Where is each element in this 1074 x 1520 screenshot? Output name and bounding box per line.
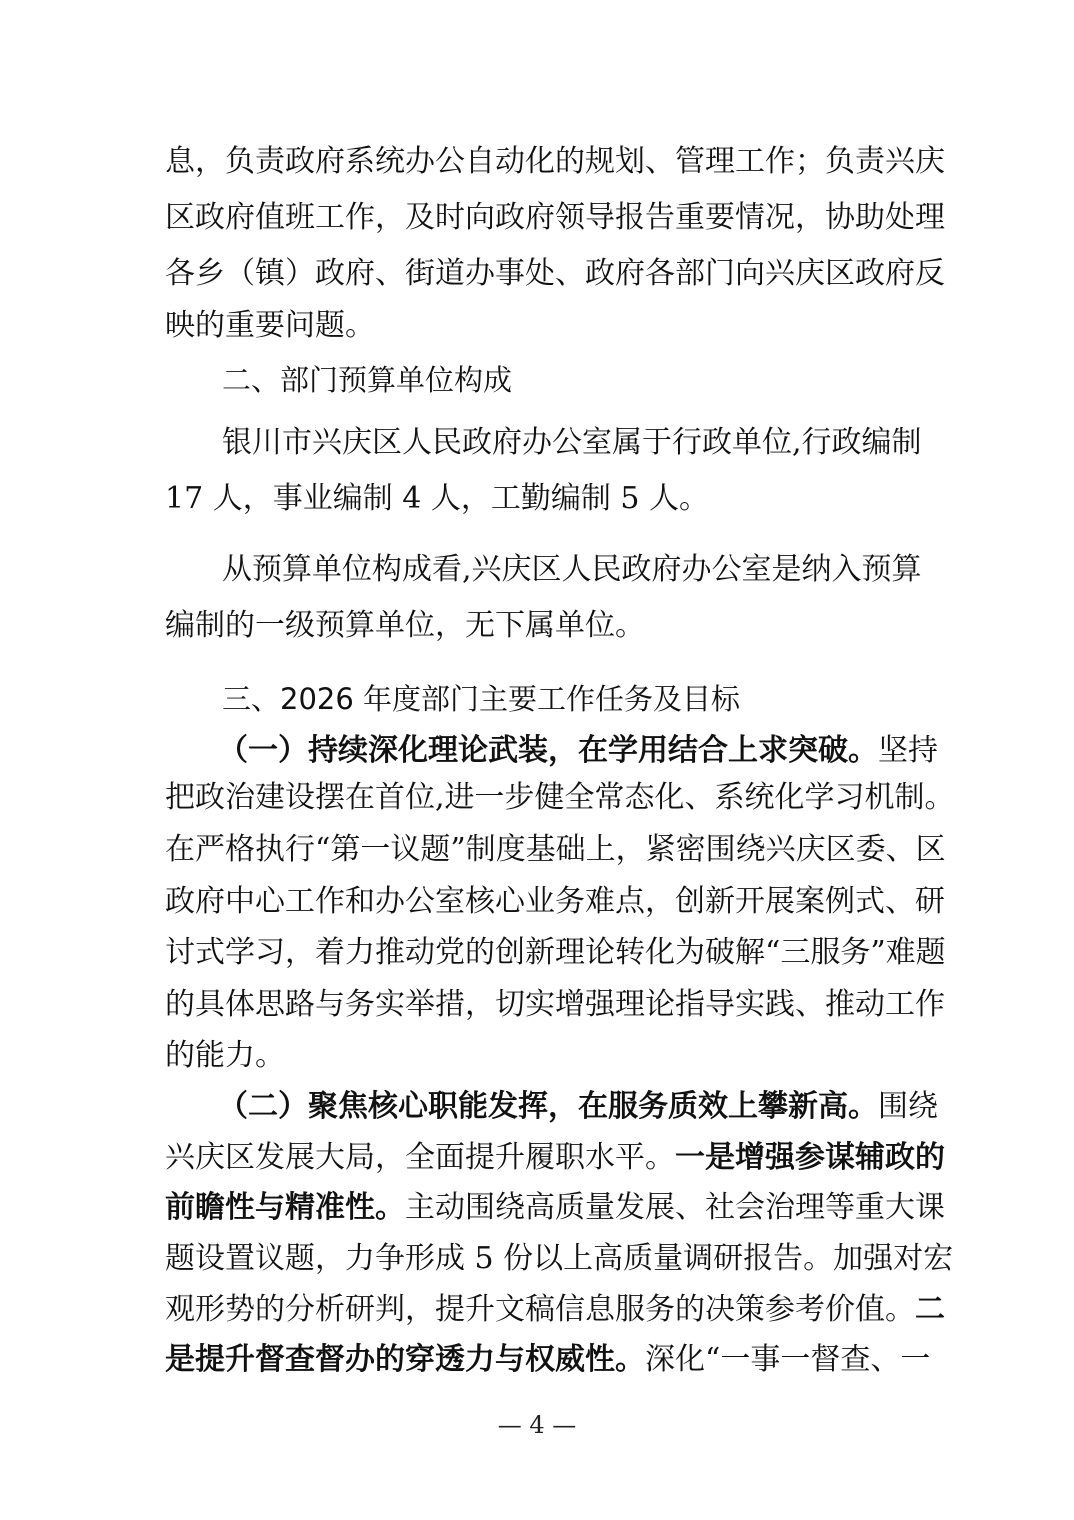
body-line: 银川市兴庆区人民政府办公室属于行政单位,行政编制: [222, 425, 922, 460]
emphasis-text: 是提升督查督办的穿透力与权威性。: [165, 1342, 645, 1377]
body-line: 讨式学习，着力推动党的创新理论转化为破解“三服务”难题: [165, 935, 946, 970]
body-line: [165, 1337, 931, 1383]
section-heading: 二、部门预算单位构成: [222, 363, 513, 397]
body-line: 息，负责政府系统办公自动化的规划、管理工作；负责兴庆: [165, 144, 945, 179]
body-line: 映的重要问题。: [165, 308, 375, 343]
page-number: — 4 —: [497, 1411, 577, 1439]
body-text: 观形势的分析研判，提升文稿信息服务的决策参考价值。: [165, 1292, 915, 1327]
body-line: [165, 1185, 945, 1231]
body-line: 把政治建设摆在首位,进一步健全常态化、系统化学习机制。: [165, 780, 955, 815]
body-line: [218, 728, 938, 774]
section-heading: 三、2026 年度部门主要工作任务及目标: [222, 682, 741, 716]
body-line: 编制的一级预算单位，无下属单位。: [165, 608, 645, 643]
body-line: 从预算单位构成看,兴庆区人民政府办公室是纳入预算: [222, 552, 922, 587]
body-line: [165, 1287, 945, 1333]
body-text: 主动围绕高质量发展、社会治理等重大课: [405, 1190, 945, 1225]
body-line: 政府中心工作和办公室核心业务难点，创新开展案例式、研: [165, 884, 945, 919]
subsection-title: （一）持续深化理论武装，在学用结合上求突破。: [218, 733, 878, 768]
body-text: 围绕: [878, 1089, 938, 1124]
body-line: 题设置议题，力争形成 5 份以上高质量调研报告。加强对宏: [165, 1241, 954, 1276]
body-line: 区政府值班工作，及时向政府领导报告重要情况，协助处理: [165, 200, 945, 235]
body-line: 各乡（镇）政府、街道办事处、政府各部门向兴庆区政府反: [165, 256, 945, 291]
body-line: [218, 1084, 938, 1130]
emphasis-text: 二: [915, 1292, 945, 1327]
emphasis-text: 前瞻性与精准性。: [165, 1190, 405, 1225]
body-line: 的具体思路与务实举措，切实增强理论指导实践、推动工作: [165, 987, 945, 1022]
body-text: 坚持: [878, 733, 938, 768]
body-line: [165, 1135, 945, 1181]
body-line: 的能力。: [165, 1038, 285, 1073]
subsection-title: （二）聚焦核心职能发挥，在服务质效上攀新高。: [218, 1089, 878, 1124]
emphasis-text: 一是增强参谋辅政的: [675, 1140, 945, 1175]
body-line: 17 人，事业编制 4 人，工勤编制 5 人。: [165, 481, 710, 516]
body-text: 兴庆区发展大局，全面提升履职水平。: [165, 1140, 675, 1175]
body-text: 深化“一事一督查、一: [645, 1342, 931, 1377]
body-line: 在严格执行“第一议题”制度基础上，紧密围绕兴庆区委、区: [165, 832, 946, 867]
